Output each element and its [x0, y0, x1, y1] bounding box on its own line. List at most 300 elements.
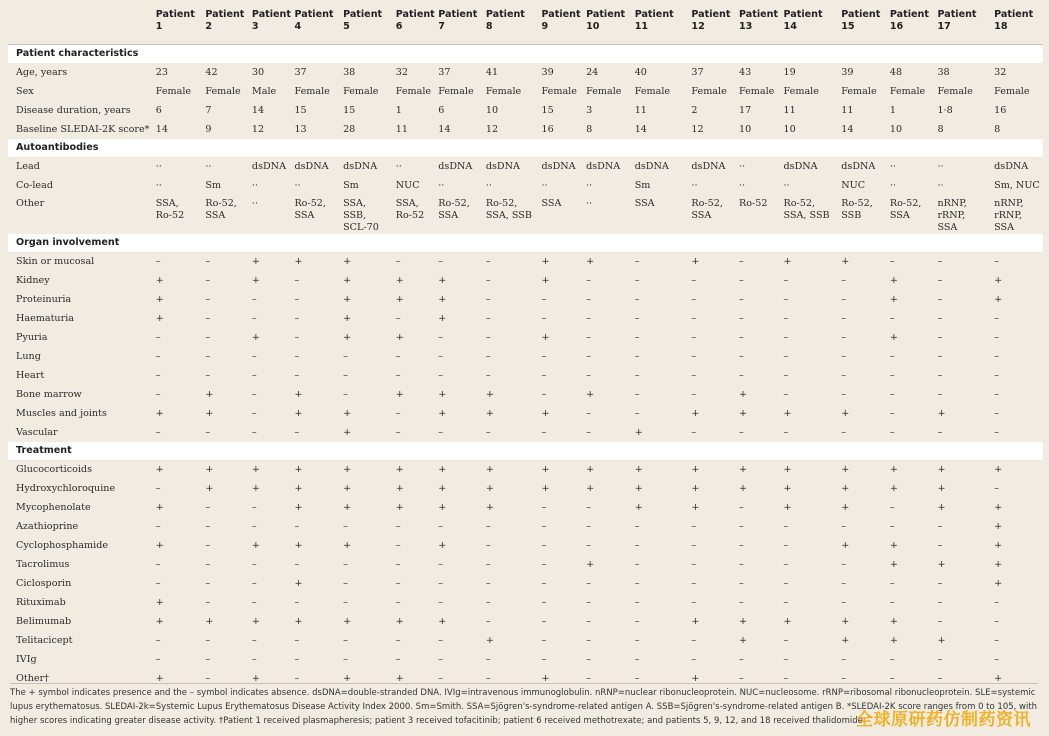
table-cell: +	[395, 464, 404, 475]
table-cell: –	[438, 351, 444, 362]
table-cell: –	[841, 351, 847, 362]
table-cell: –	[541, 540, 547, 551]
table-cell: +	[294, 540, 303, 551]
table-cell: –	[395, 351, 401, 362]
table-cell: –	[438, 332, 444, 343]
section-header-row	[8, 234, 1043, 252]
table-cell: +	[485, 408, 494, 419]
table-cell: –	[738, 427, 744, 438]
table-row	[8, 347, 1043, 366]
table-cell: –	[294, 654, 300, 665]
table-cell: +	[395, 332, 404, 343]
table-cell: –	[438, 559, 444, 570]
table-cell: –	[485, 370, 491, 381]
header-blank	[8, 6, 147, 45]
table-cell: –	[634, 351, 640, 362]
table-cell: –	[738, 256, 744, 267]
table-cell: +	[343, 313, 352, 324]
table-cell: +	[586, 483, 595, 494]
table-cell: –	[691, 578, 697, 589]
table-cell: 41	[485, 67, 499, 78]
table-cell: –	[395, 521, 401, 532]
table-cell: –	[205, 654, 211, 665]
table-cell: –	[783, 578, 789, 589]
table-cell: +	[343, 616, 352, 627]
table-cell: –	[438, 597, 444, 608]
table-cell: +	[395, 389, 404, 400]
table-cell: –	[586, 408, 591, 419]
table-row	[8, 252, 1043, 271]
table-cell: –	[994, 370, 999, 381]
table-cell: +	[738, 616, 748, 627]
table-cell: +	[438, 313, 447, 324]
table-cell: ··	[691, 180, 698, 191]
table-cell: –	[937, 521, 943, 532]
table-cell: –	[155, 483, 161, 494]
table-cell: –	[541, 313, 547, 324]
row-label: Skin or mucosal	[16, 256, 95, 267]
table-cell: 14	[155, 124, 168, 135]
table-cell: –	[251, 654, 257, 665]
table-cell: –	[783, 370, 789, 381]
table-cell: +	[205, 483, 214, 494]
table-cell: –	[691, 294, 697, 305]
table-cell: +	[155, 294, 164, 305]
table-cell: –	[634, 635, 640, 646]
table-cell: +	[783, 483, 792, 494]
table-cell: –	[395, 559, 401, 570]
table-cell: +	[294, 502, 303, 513]
table-cell: –	[155, 521, 161, 532]
table-cell: –	[205, 370, 211, 381]
row-label: Sex	[16, 86, 34, 97]
table-cell: +	[841, 540, 850, 551]
table-cell: +	[937, 483, 946, 494]
table-cell: +	[251, 464, 260, 475]
table-row	[8, 574, 1043, 593]
table-cell: –	[343, 597, 348, 608]
table-cell: +	[937, 502, 946, 513]
table-cell: 1	[395, 105, 402, 116]
table-cell: +	[994, 294, 1003, 305]
table-cell: –	[841, 673, 847, 684]
table-cell: –	[485, 521, 491, 532]
row-label: Belimumab	[16, 616, 72, 627]
row-label: Kidney	[16, 275, 50, 286]
table-cell: 8	[586, 124, 593, 135]
table-cell: –	[541, 654, 547, 665]
table-cell: +	[251, 616, 260, 627]
table-row	[8, 328, 1043, 347]
table-cell: dsDNA	[251, 161, 287, 172]
table-cell: –	[586, 294, 591, 305]
table-cell: –	[395, 635, 401, 646]
table-cell: +	[395, 275, 404, 286]
table-cell: –	[937, 389, 943, 400]
table-cell: Sm	[205, 180, 222, 191]
table-cell: Sm	[634, 180, 651, 191]
table-cell: 12	[485, 124, 499, 135]
table-cell: –	[294, 427, 300, 438]
table-cell: +	[889, 294, 898, 305]
table-cell: +	[541, 332, 550, 343]
table-footnote: The + symbol indicates presence and the – symbol indicates absence. dsDNA=double-stranded DNA. IVIg=intravenous immunoglobulin. nRNP=nuclear ribonucleoprotein. NUC=nucleosome. rRNP=ribosomal ribonucleoprotein. SLE=systemic lupus erythematosus. SLEDAI-2k=Systemic Lupus Erythematosus Disease Activity Index 2000. Sm=Smith. SSA=Sjögren's-syndrome-related antigen A. SSB=Sjögren's-syndrome-related antigen B. *SLEDAI-2K score ranges from 0 to 105, with higher scores indicating greater disease activity. †Patient 1 received plasmapheresis; patient 3 received tofacitinib; patient 6 received methotrexate; and patients 5, 9, 12, and 18 received thalidomide.	[10, 683, 1038, 728]
table-cell: –	[889, 313, 895, 324]
section-header-row	[8, 45, 1043, 64]
header-patient-13: Patient 13	[738, 9, 779, 32]
table-cell: –	[438, 370, 444, 381]
table-cell: –	[343, 389, 348, 400]
table-cell: –	[937, 673, 943, 684]
table-cell: +	[889, 464, 898, 475]
table-cell: –	[485, 313, 491, 324]
table-row	[8, 593, 1043, 612]
table-cell: –	[155, 370, 161, 381]
table-cell: 12	[251, 124, 265, 135]
table-cell: –	[994, 654, 999, 665]
table-cell: 42	[205, 67, 218, 78]
table-cell: –	[634, 275, 640, 286]
header-patient-10: Patient 10	[586, 9, 626, 32]
table-cell: Female	[485, 86, 522, 97]
table-cell: –	[294, 597, 300, 608]
table-cell: –	[294, 332, 300, 343]
table-cell: –	[541, 351, 547, 362]
table-cell: Ro-52, SSB	[841, 198, 873, 221]
table-cell: SSA	[541, 198, 562, 209]
table-cell: +	[294, 483, 303, 494]
table-cell: –	[586, 313, 591, 324]
table-cell: 2	[691, 105, 698, 116]
row-label: Lead	[16, 161, 40, 172]
table-cell: –	[485, 597, 491, 608]
table-cell: –	[634, 370, 640, 381]
row-label: Age, years	[16, 67, 68, 78]
table-cell: –	[395, 578, 401, 589]
section-title: Organ involvement	[8, 234, 1043, 252]
table-cell: 10	[889, 124, 903, 135]
header-patient-18: Patient 18	[994, 9, 1034, 32]
table-cell: +	[155, 597, 164, 608]
table-cell: Sm	[343, 180, 359, 191]
table-cell: +	[691, 673, 700, 684]
table-cell: –	[783, 673, 789, 684]
section-header-row	[8, 442, 1043, 460]
table-cell: –	[634, 540, 640, 551]
table-cell: –	[889, 408, 895, 419]
table-cell: 14	[438, 124, 451, 135]
table-cell: +	[541, 673, 550, 684]
table-cell: +	[783, 502, 792, 513]
table-cell: –	[586, 540, 591, 551]
row-label: Haematuria	[16, 313, 74, 324]
table-row	[8, 63, 1043, 82]
table-cell: –	[294, 673, 300, 684]
table-cell: –	[205, 578, 211, 589]
table-cell: 7	[205, 105, 212, 116]
table-cell: –	[205, 502, 211, 513]
table-cell: +	[841, 256, 850, 267]
table-cell: –	[738, 521, 744, 532]
table-cell: –	[438, 578, 444, 589]
table-cell: 16	[541, 124, 554, 135]
table-cell: –	[438, 673, 444, 684]
table-cell: –	[783, 389, 789, 400]
table-cell: +	[889, 635, 898, 646]
table-cell: –	[586, 370, 591, 381]
table-cell: –	[485, 275, 491, 286]
table-cell: +	[937, 559, 946, 570]
row-label: Tacrolimus	[16, 559, 70, 570]
table-cell: 12	[691, 124, 704, 135]
table-cell: –	[155, 578, 161, 589]
table-row	[8, 460, 1043, 479]
table-cell: –	[691, 275, 697, 286]
table-cell: +	[889, 332, 898, 343]
table-cell: SSA, Ro-52	[395, 198, 425, 221]
table-cell: +	[395, 483, 404, 494]
header-patient-8: Patient 8	[485, 9, 525, 32]
table-cell: –	[251, 559, 257, 570]
table-cell: +	[251, 673, 260, 684]
table-cell: +	[586, 256, 595, 267]
table-cell: –	[994, 597, 999, 608]
table-cell: –	[541, 635, 547, 646]
table-cell: –	[634, 597, 640, 608]
table-row	[8, 157, 1043, 176]
table-cell: –	[205, 559, 211, 570]
table-row	[8, 120, 1043, 139]
table-cell: Female	[738, 86, 775, 97]
table-cell: Female	[783, 86, 819, 97]
table-cell: +	[438, 389, 447, 400]
table-cell: +	[343, 275, 352, 286]
table-cell: 38	[343, 67, 356, 78]
table-cell: +	[783, 616, 792, 627]
table-cell: –	[634, 294, 640, 305]
table-cell: +	[438, 502, 447, 513]
table-cell: –	[691, 313, 697, 324]
header-patient-16: Patient 16	[889, 9, 929, 32]
table-cell: 39	[541, 67, 554, 78]
table-cell: ··	[586, 180, 593, 191]
table-cell: –	[937, 654, 943, 665]
header-patient-11: Patient 11	[634, 9, 674, 32]
table-cell: 17	[738, 105, 752, 116]
table-cell: –	[438, 635, 444, 646]
table-cell: +	[155, 464, 164, 475]
row-label: Other	[16, 198, 45, 209]
table-cell: –	[294, 370, 300, 381]
header-patient-15: Patient 15	[841, 9, 881, 32]
table-cell: Ro-52, SSA, SSB	[485, 198, 532, 221]
table-cell: –	[634, 578, 640, 589]
table-cell: –	[541, 616, 547, 627]
section-title: Autoantibodies	[8, 139, 1043, 157]
table-cell: –	[294, 313, 300, 324]
table-cell: –	[937, 332, 943, 343]
header-patient-7: Patient 7	[438, 9, 478, 32]
patient-table	[8, 6, 1043, 688]
row-label: Bone marrow	[16, 389, 82, 400]
table-row	[8, 385, 1043, 404]
table-row	[8, 612, 1043, 631]
table-cell: –	[634, 389, 640, 400]
table-cell: ··	[937, 161, 944, 172]
table-cell: +	[586, 389, 595, 400]
table-body	[8, 45, 1043, 689]
table-cell: +	[634, 483, 643, 494]
table-cell: +	[155, 673, 164, 684]
table-cell: +	[994, 521, 1003, 532]
table-cell: –	[841, 370, 847, 381]
table-cell: –	[251, 578, 257, 589]
table-cell: –	[783, 332, 789, 343]
row-label: Baseline SLEDAI-2K score*	[16, 124, 150, 135]
table-cell: +	[395, 502, 404, 513]
table-cell: –	[251, 521, 257, 532]
table-cell: +	[294, 464, 303, 475]
table-cell: –	[541, 389, 547, 400]
table-cell: –	[205, 256, 211, 267]
table-cell: +	[438, 540, 447, 551]
table-cell: +	[294, 389, 303, 400]
table-cell: SSA	[634, 198, 655, 209]
table-row	[8, 631, 1043, 650]
table-cell: +	[586, 559, 595, 570]
table-cell: –	[251, 389, 257, 400]
table-cell: –	[343, 521, 348, 532]
table-cell: 38	[937, 67, 950, 78]
table-row	[8, 195, 1043, 234]
table-cell: +	[155, 540, 164, 551]
table-cell: –	[251, 635, 257, 646]
table-cell: +	[251, 540, 260, 551]
table-cell: –	[889, 351, 895, 362]
table-cell: –	[541, 370, 547, 381]
table-cell: 8	[937, 124, 944, 135]
table-cell: 37	[438, 67, 451, 78]
table-cell: –	[738, 578, 744, 589]
table-cell: dsDNA	[541, 161, 576, 172]
table-cell: –	[994, 389, 999, 400]
table-cell: nRNP, rRNP, SSA	[994, 198, 1024, 233]
table-cell: Ro-52, SSA	[889, 198, 922, 221]
table-cell: –	[738, 597, 744, 608]
table-cell: –	[155, 332, 161, 343]
table-cell: +	[841, 616, 850, 627]
table-cell: +	[937, 464, 946, 475]
table-cell: ··	[586, 198, 593, 209]
row-label: Azathioprine	[16, 521, 79, 532]
table-cell: 11	[395, 124, 408, 135]
table-cell: –	[937, 597, 943, 608]
table-header-row	[8, 6, 1043, 45]
table-cell: –	[889, 521, 895, 532]
table-cell: +	[738, 408, 748, 419]
table-cell: –	[485, 540, 491, 551]
header-patient-14: Patient 14	[783, 9, 823, 32]
table-cell: –	[783, 294, 789, 305]
table-row	[8, 82, 1043, 101]
table-cell: +	[889, 275, 898, 286]
table-cell: –	[841, 597, 847, 608]
table-cell: +	[155, 408, 164, 419]
table-cell: –	[541, 294, 547, 305]
row-label: Muscles and joints	[16, 408, 107, 419]
table-cell: –	[841, 559, 847, 570]
table-cell: –	[841, 578, 847, 589]
table-cell: ··	[889, 180, 896, 191]
table-cell: dsDNA	[994, 161, 1029, 172]
table-cell: +	[889, 540, 898, 551]
table-cell: –	[634, 654, 640, 665]
table-cell: –	[541, 597, 547, 608]
table-row	[8, 176, 1043, 195]
table-cell: +	[155, 616, 164, 627]
table-cell: +	[541, 464, 550, 475]
table-cell: +	[251, 256, 260, 267]
table-cell: 32	[395, 67, 408, 78]
table-cell: +	[343, 673, 352, 684]
table-cell: –	[889, 597, 895, 608]
table-cell: dsDNA	[783, 161, 818, 172]
table-cell: –	[783, 313, 789, 324]
table-cell: –	[889, 654, 895, 665]
table-cell: –	[343, 654, 348, 665]
table-cell: 10	[738, 124, 752, 135]
table-cell: 11	[634, 105, 647, 116]
table-cell: 8	[994, 124, 1001, 135]
table-cell: 14	[251, 105, 265, 116]
table-cell: –	[155, 256, 161, 267]
table-cell: –	[294, 275, 300, 286]
table-cell: +	[994, 464, 1003, 475]
watermark: 全球原研药仿制药资讯	[856, 710, 1031, 730]
header-patient-1: Patient 1	[155, 9, 195, 32]
table-row	[8, 650, 1043, 669]
table-cell: +	[294, 578, 303, 589]
table-cell: Female	[395, 86, 432, 97]
table-cell: ··	[738, 180, 746, 191]
table-cell: –	[251, 294, 257, 305]
table-cell: –	[155, 559, 161, 570]
table-cell: –	[738, 332, 744, 343]
table-cell: +	[155, 313, 164, 324]
table-row	[8, 555, 1043, 574]
table-cell: ··	[541, 180, 548, 191]
table-cell: +	[251, 332, 260, 343]
header-patient-3: Patient 3	[251, 9, 291, 32]
table-cell: Ro-52, SSA, SSB	[783, 198, 830, 221]
table-cell: +	[485, 464, 494, 475]
table-cell: –	[395, 370, 401, 381]
table-cell: –	[251, 313, 257, 324]
table-cell: –	[155, 427, 161, 438]
table-cell: ··	[738, 161, 746, 172]
table-cell: ··	[395, 161, 402, 172]
table-cell: +	[783, 464, 792, 475]
header-patient-9: Patient 9	[541, 9, 581, 32]
table-cell: Sm, NUC	[994, 180, 1040, 191]
table-cell: –	[994, 332, 999, 343]
table-cell: –	[634, 332, 640, 343]
table-cell: –	[586, 521, 591, 532]
table-cell: –	[395, 654, 401, 665]
table-cell: dsDNA	[343, 161, 378, 172]
table-cell: –	[586, 673, 591, 684]
table-cell: +	[155, 275, 164, 286]
